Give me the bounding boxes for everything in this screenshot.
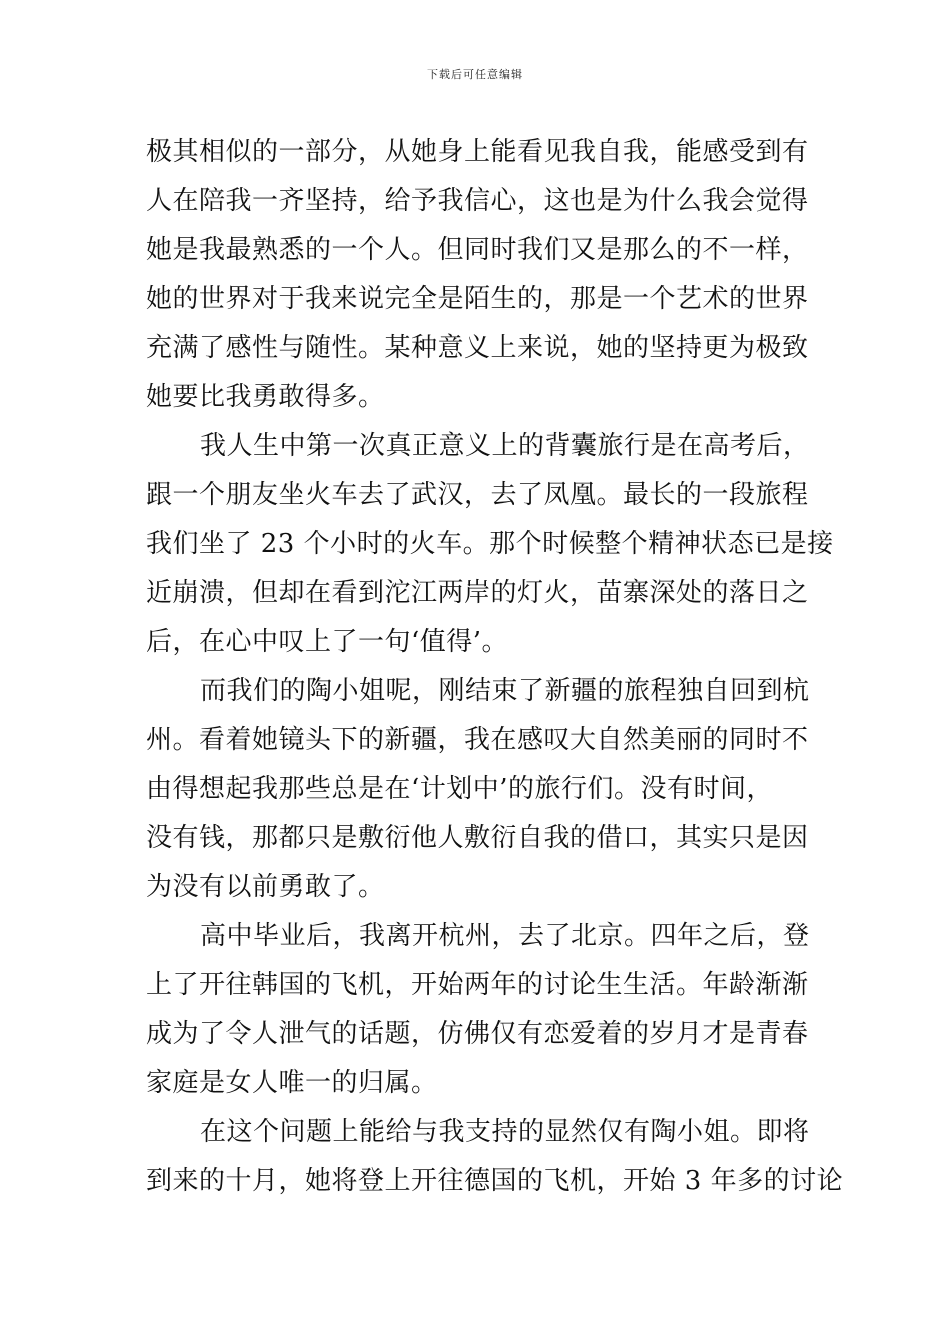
paragraph-start-line: 高中毕业后，我离开杭州，去了北京。四年之后，登: [200, 921, 810, 951]
text-line: 上了开往韩国的飞机，开始两年的讨论生生活。年龄渐渐: [146, 970, 809, 1000]
text-line: 为没有以前勇敢了。: [146, 872, 385, 902]
text-line: 我们坐了 23 个小时的火车。那个时候整个精神状态已是接: [146, 529, 834, 559]
text-line: 家庭是女人唯一的归属。: [146, 1068, 438, 1098]
text-line: 近崩溃，但却在看到沱江两岸的灯火，苗寨深处的落日之: [146, 578, 809, 608]
text-line: 后，在心中叹上了一句‘值得’。: [146, 627, 509, 657]
paragraph-start-line: 而我们的陶小姐呢，刚结束了新疆的旅程独自回到杭: [200, 676, 810, 706]
text-line: 没有钱，那都只是敷衍他人敷衍自我的借口，其实只是因: [146, 823, 809, 853]
page-header: 下载后可任意编辑: [427, 68, 523, 81]
text-line: 到来的十月，她将登上开往德国的飞机，开始 3 年多的讨论: [146, 1166, 844, 1196]
text-line: 跟一个朋友坐火车去了武汉，去了凤凰。最长的一段旅程: [146, 480, 809, 510]
text-line: 成为了令人泄气的话题，仿佛仅有恋爱着的岁月才是青春: [146, 1019, 809, 1049]
text-line: 由得想起我那些总是在‘计划中’的旅行们。没有时间，: [146, 774, 774, 804]
document-body: [146, 128, 844, 1206]
text-line: 极其相似的一部分，从她身上能看见我自我，能感受到有: [146, 137, 809, 167]
text-line: 充满了感性与随性。某种意义上来说，她的坚持更为极致: [146, 333, 809, 363]
text-line: 她是我最熟悉的一个人。但同时我们又是那么的不一样，: [146, 235, 809, 265]
paragraph-start-line: 在这个问题上能给与我支持的显然仅有陶小姐。即将: [200, 1117, 810, 1147]
text-line: 州。看着她镜头下的新疆，我在感叹大自然美丽的同时不: [146, 725, 809, 755]
text-line: 人在陪我一齐坚持，给予我信心，这也是为什么我会觉得: [146, 186, 809, 216]
text-line: 她要比我勇敢得多。: [146, 382, 385, 412]
text-line: 她的世界对于我来说完全是陌生的，那是一个艺术的世界: [146, 284, 809, 314]
paragraph-start-line: 我人生中第一次真正意义上的背囊旅行是在高考后，: [200, 431, 810, 461]
